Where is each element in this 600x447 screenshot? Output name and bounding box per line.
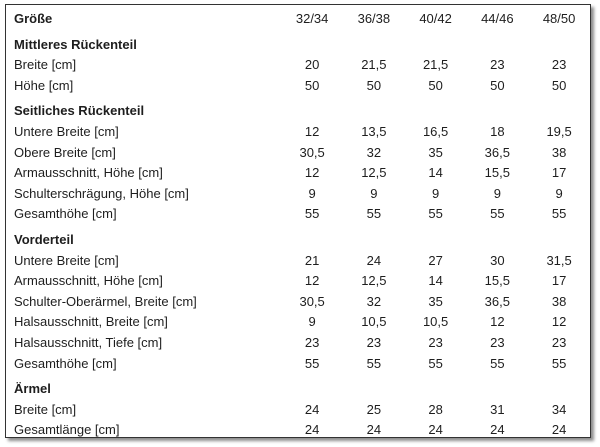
table-row (14, 204, 590, 225)
measurement-value: 31,5 (546, 252, 572, 268)
size-chart-body (14, 30, 590, 441)
measurement-label: Untere Breite [cm] (14, 252, 119, 268)
measurement-label: Gesamtlänge [cm] (14, 422, 120, 438)
measurement-value: 50 (551, 77, 567, 93)
measurement-value: 55 (490, 355, 505, 371)
measurement-value: 23 (551, 334, 567, 350)
table-row (14, 163, 590, 184)
section-title: Seitliches Rückenteil (14, 103, 145, 119)
measurement-value: 24 (428, 422, 443, 438)
measurement-label: Gesamthöhe [cm] (14, 355, 117, 371)
measurement-value: 55 (490, 206, 505, 222)
measurement-value: 50 (366, 77, 382, 93)
measurement-value: 23 (490, 57, 505, 73)
measurement-label: Breite [cm] (14, 57, 77, 73)
measurement-value: 18 (490, 123, 505, 139)
section-title: Vorderteil (14, 231, 74, 247)
table-row (14, 184, 590, 205)
measurement-value: 16,5 (422, 123, 449, 139)
measurement-value: 23 (428, 334, 443, 350)
table-row (14, 251, 590, 272)
measurement-value: 25 (366, 401, 382, 417)
measurement-value: 23 (304, 334, 320, 350)
measurement-value: 35 (428, 293, 443, 309)
measurement-label: Schulterschrägung, Höhe [cm] (14, 185, 189, 201)
measurement-value: 50 (490, 77, 505, 93)
table-row (14, 271, 590, 292)
header-size-label: Größe (14, 11, 53, 26)
section-title: Ärmel (14, 381, 51, 397)
measurement-label: Breite [cm] (14, 401, 77, 417)
table-row (14, 292, 590, 313)
measurement-value: 24 (490, 422, 505, 438)
measurement-value: 20 (304, 57, 320, 73)
measurement-value: 21 (304, 252, 320, 268)
measurement-value: 9 (431, 185, 440, 201)
measurement-value: 55 (551, 206, 567, 222)
measurement-value: 24 (304, 422, 320, 438)
section-title: Mittleres Rückenteil (14, 36, 137, 52)
measurement-label: Untere Breite [cm] (14, 123, 119, 139)
measurement-value: 23 (551, 57, 567, 73)
table-row (14, 333, 590, 354)
measurement-value: 24 (304, 401, 320, 417)
measurement-value: 24 (366, 422, 382, 438)
measurement-value: 31 (490, 401, 505, 417)
measurement-value: 9 (308, 314, 316, 330)
measurement-value: 12,5 (361, 165, 387, 181)
measurement-value: 17 (551, 273, 567, 289)
measurement-value: 55 (428, 355, 443, 371)
measurement-value: 36,5 (484, 144, 510, 160)
measurement-value: 15,5 (484, 165, 510, 181)
measurement-label: Halsausschnitt, Breite [cm] (14, 314, 168, 330)
measurement-value: 12 (304, 273, 320, 289)
measurement-value: 9 (555, 185, 563, 201)
measurement-value: 24 (366, 252, 382, 268)
measurement-value: 55 (428, 206, 443, 222)
measurement-value: 14 (428, 273, 443, 289)
measurement-value: 12 (304, 123, 320, 139)
measurement-value: 9 (308, 185, 316, 201)
section-title-row (14, 374, 590, 400)
measurement-value: 13,5 (361, 123, 387, 139)
measurement-value: 55 (366, 206, 382, 222)
measurement-value: 27 (428, 252, 443, 268)
table-row (14, 122, 590, 143)
table-row (14, 76, 590, 97)
table-row (14, 400, 590, 421)
table-row (14, 354, 590, 375)
size-chart-frame (5, 4, 591, 438)
measurement-value: 12 (551, 314, 567, 330)
measurement-value: 30,5 (299, 293, 325, 309)
measurement-value: 12 (304, 165, 320, 181)
header-size-2: 40/42 (419, 11, 452, 26)
measurement-value: 55 (366, 355, 382, 371)
table-row (14, 420, 590, 441)
section-title-row (14, 30, 590, 56)
table-row (14, 312, 590, 333)
measurement-value: 10,5 (361, 314, 387, 330)
measurement-value: 12 (490, 314, 505, 330)
measurement-value: 24 (551, 422, 567, 438)
section-title-row (14, 225, 590, 251)
measurement-value: 17 (551, 165, 567, 181)
header-size-0: 32/34 (295, 11, 329, 26)
measurement-value: 28 (428, 401, 443, 417)
measurement-value: 50 (428, 77, 443, 93)
section-title-row (14, 96, 590, 122)
measurement-value: 23 (490, 334, 505, 350)
measurement-value: 55 (304, 206, 320, 222)
measurement-value: 15,5 (484, 273, 510, 289)
measurement-label: Höhe [cm] (14, 77, 74, 93)
table-row (14, 55, 590, 76)
measurement-label: Schulter-Oberärmel, Breite [cm] (14, 293, 197, 309)
measurement-value: 21,5 (422, 57, 449, 73)
header-size-4: 48/50 (542, 11, 576, 26)
measurement-label: Gesamthöhe [cm] (14, 206, 117, 222)
measurement-value: 10,5 (422, 314, 449, 330)
measurement-value: 12,5 (361, 273, 387, 289)
measurement-value: 30 (490, 252, 505, 268)
size-chart-table (14, 9, 590, 441)
measurement-label: Armausschnitt, Höhe [cm] (14, 165, 163, 181)
measurement-value: 21,5 (361, 57, 387, 73)
measurement-value: 55 (304, 355, 320, 371)
measurement-value: 35 (428, 144, 443, 160)
measurement-value: 9 (370, 185, 378, 201)
measurement-value: 55 (551, 355, 567, 371)
measurement-value: 9 (493, 185, 501, 201)
header-size-3: 44/46 (481, 11, 514, 26)
measurement-value: 50 (304, 77, 320, 93)
measurement-label: Obere Breite [cm] (14, 144, 116, 160)
measurement-value: 14 (428, 165, 443, 181)
header-size-1: 36/38 (357, 11, 391, 26)
measurement-value: 32 (366, 293, 382, 309)
header-row (14, 9, 590, 30)
measurement-value: 30,5 (299, 144, 325, 160)
measurement-value: 19,5 (546, 123, 572, 139)
measurement-value: 38 (551, 144, 567, 160)
measurement-value: 36,5 (484, 293, 510, 309)
measurement-value: 23 (366, 334, 382, 350)
measurement-value: 32 (366, 144, 382, 160)
measurement-label: Halsausschnitt, Tiefe [cm] (14, 334, 163, 350)
measurement-value: 34 (551, 401, 567, 417)
table-row (14, 143, 590, 164)
measurement-value: 38 (551, 293, 567, 309)
measurement-label: Armausschnitt, Höhe [cm] (14, 273, 163, 289)
